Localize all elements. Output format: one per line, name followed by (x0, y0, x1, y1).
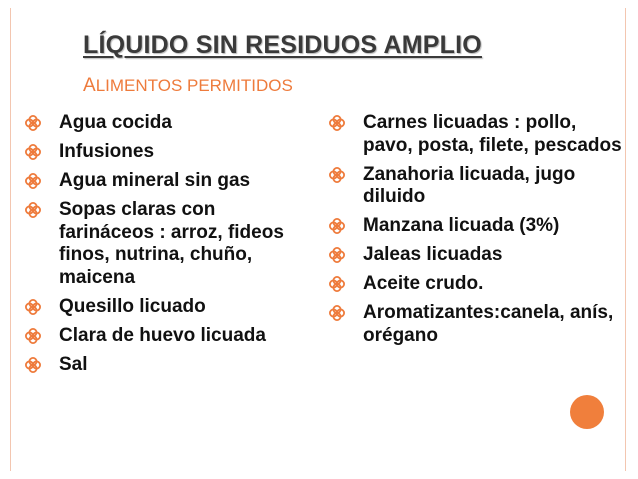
list-item-text: Jaleas licuadas (363, 244, 503, 265)
list-item (22, 170, 312, 193)
clover-bullet-icon (22, 325, 48, 347)
clover-bullet-icon (326, 273, 352, 295)
clover-bullet-icon (22, 296, 48, 318)
list-item-text: Infusiones (59, 141, 155, 162)
clover-bullet-icon (326, 215, 352, 237)
clover-bullet-icon (326, 244, 352, 266)
list-item (326, 244, 626, 267)
right-bullet-list (326, 112, 626, 354)
list-item-text: Agua cocida (59, 112, 172, 133)
list-item (326, 215, 626, 238)
slide-title: LÍQUIDO SIN RESIDUOS AMPLIO (83, 31, 482, 59)
subtitle-rest: LIMENTOS PERMITIDOS (95, 76, 293, 95)
list-item-text: Aromatizantes:canela, anís, orégano (363, 302, 614, 346)
list-item (22, 199, 312, 289)
subtitle-first-letter: A (83, 75, 96, 96)
list-item-text: Zanahoria licuada, jugo diluido (363, 163, 576, 207)
orange-circle-decoration (570, 395, 604, 429)
list-item-text: Manzana licuada (3%) (363, 215, 560, 236)
clover-bullet-icon (326, 112, 352, 134)
clover-bullet-icon (22, 170, 48, 192)
list-item-text: Sopas claras con farináceos : arroz, fideos finos, nutrina, chuño, maicena (59, 199, 284, 288)
list-item (22, 112, 312, 135)
slide-subtitle (83, 75, 293, 97)
clover-bullet-icon (326, 302, 352, 324)
list-item (326, 273, 626, 296)
list-item (326, 112, 626, 157)
list-item-text: Agua mineral sin gas (59, 170, 251, 191)
list-item (22, 325, 312, 348)
list-item (326, 164, 626, 209)
clover-bullet-icon (22, 141, 48, 163)
list-item-text: Quesillo licuado (59, 295, 206, 317)
list-item (22, 296, 312, 319)
list-item (22, 354, 312, 377)
list-item-text: Carnes licuadas : pollo, pavo, posta, filete, pescados (363, 112, 622, 156)
left-bullet-list (22, 112, 312, 383)
clover-bullet-icon (22, 199, 48, 221)
list-item-text: Sal (59, 353, 88, 375)
list-item (22, 141, 312, 164)
slide-border-left (10, 8, 11, 471)
list-item-text: Aceite crudo. (363, 273, 484, 294)
list-item (326, 302, 626, 347)
clover-bullet-icon (326, 164, 352, 186)
clover-bullet-icon (22, 354, 48, 376)
clover-bullet-icon (22, 112, 48, 134)
list-item-text: Clara de huevo licuada (59, 324, 266, 346)
